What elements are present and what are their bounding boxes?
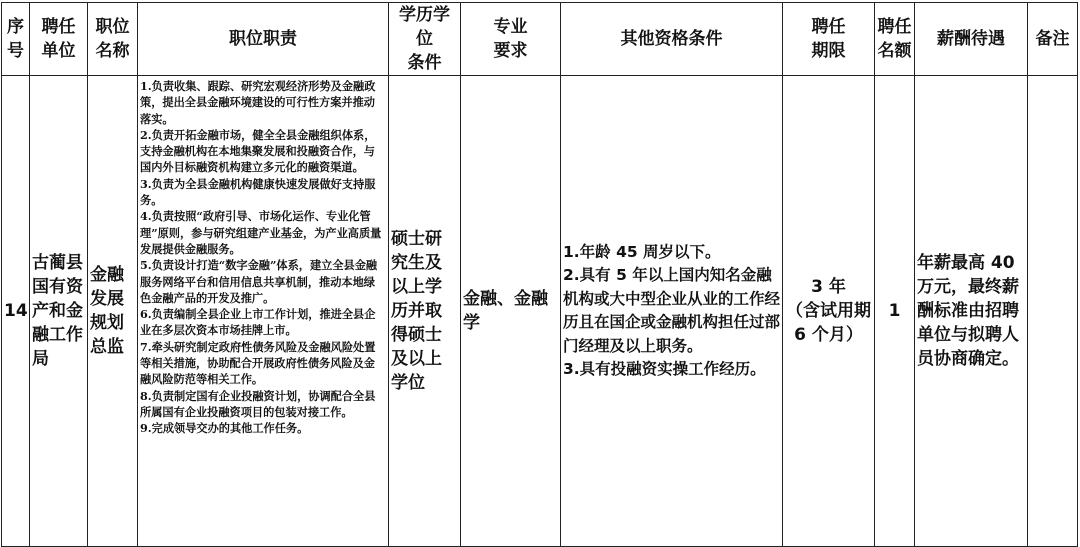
cell-other <box>561 76 783 547</box>
header-education-line1: 学历学位 <box>399 5 450 49</box>
header-unit-line2: 单位 <box>41 41 76 61</box>
cell-education: 硕士研究生及以上学历并取得硕士及以上学位 <box>389 76 461 547</box>
header-seq-line2: 号 <box>7 41 24 61</box>
duty-item: 3.负责为全县金融机构健康快速发展做好支持服务。 <box>140 176 376 208</box>
header-quota <box>875 3 915 76</box>
header-major-line2: 要求 <box>493 41 528 61</box>
header-salary: 薪酬待遇 <box>915 3 1028 76</box>
cell-position: 金融发展规划总监 <box>88 76 138 547</box>
recruitment-table <box>1 2 1078 547</box>
header-other: 其他资格条件 <box>561 3 783 76</box>
table-row <box>2 76 1078 547</box>
cell-duties <box>138 76 389 547</box>
duty-item: 6.负责编制全县企业上市工作计划，推进全县企业在多层次资本市场挂牌上市。 <box>140 307 376 338</box>
header-duties: 职位职责 <box>138 3 389 76</box>
duty-item: 5.负责设计打造“数字金融”体系，建立全县金融服务网络平台和信用信息共享机制，推动本地绿色金融产品的开发及推广。 <box>140 258 378 305</box>
duty-item: 7.牵头研究制定政府性债务风险及金融风险处置等相关措施，协助配合开展政府性债务风险及金融风险防范等相关工作。 <box>140 339 376 387</box>
duty-item: 1.负责收集、跟踪、研究宏观经济形势及金融政策，提出全县金融环境建设的可行性方案并推动落实。 <box>140 79 376 126</box>
header-position-line1: 职位 <box>95 17 130 37</box>
header-position <box>88 3 138 76</box>
header-quota-line2: 名额 <box>877 41 912 61</box>
condition-item: 1.年龄 45 周岁以下。 <box>563 242 721 261</box>
header-row <box>2 3 1078 76</box>
header-term-line1: 聘任 <box>811 17 846 37</box>
cell-remarks <box>1028 76 1078 547</box>
header-quota-line1: 聘任 <box>877 17 912 37</box>
header-seq <box>2 3 30 76</box>
duty-item: 9.完成领导交办的其他工作任务。 <box>140 421 309 436</box>
header-position-line2: 名称 <box>95 41 130 61</box>
cell-quota: 1 <box>875 76 915 547</box>
term-line3: 6 个月） <box>794 325 863 345</box>
duty-item: 8.负责制定国有企业投融资计划，协调配合全县所属国有企业投融资项目的包装对接工作。 <box>140 388 376 419</box>
header-seq-line1: 序 <box>7 17 24 37</box>
header-term <box>783 3 875 76</box>
condition-item: 2.具有 5 年以上国内知名金融机构或大中型企业从业的工作经历且在国企或金融机构担任过部门经理及以上职务。 <box>563 266 781 355</box>
duty-item: 4.负责按照“政府引导、市场化运作、专业化管理”原则，参与研究组建产业基金，为产业高质量发展提供金融服务。 <box>140 209 382 256</box>
header-remarks: 备注 <box>1028 3 1078 76</box>
cell-term <box>783 76 875 547</box>
header-major-line1: 专业 <box>493 17 528 37</box>
header-unit-line1: 聘任 <box>41 17 76 37</box>
term-line2: （含试用期 <box>786 301 871 321</box>
cell-major: 金融、金融学 <box>461 76 561 547</box>
header-major <box>461 3 561 76</box>
cell-seq: 14 <box>2 76 30 547</box>
cell-salary: 年薪最高 40 万元，最终薪酬标准由招聘单位与拟聘人员协商确定。 <box>915 76 1028 547</box>
header-unit <box>30 3 88 76</box>
cell-unit: 古蔺县国有资产和金融工作局 <box>30 76 88 547</box>
duty-item: 2.负责开拓金融市场，健全全县金融组织体系，支持金融机构在本地集聚发展和投融资合作，与国内外目标融资机构建立多元化的融资渠道。 <box>140 127 376 175</box>
header-education <box>389 3 461 76</box>
header-term-line2: 期限 <box>811 41 846 61</box>
header-education-line2: 条件 <box>407 53 442 73</box>
condition-item: 3.具有投融资实操工作经历。 <box>563 360 766 378</box>
term-line1: 3 年 <box>811 277 846 297</box>
